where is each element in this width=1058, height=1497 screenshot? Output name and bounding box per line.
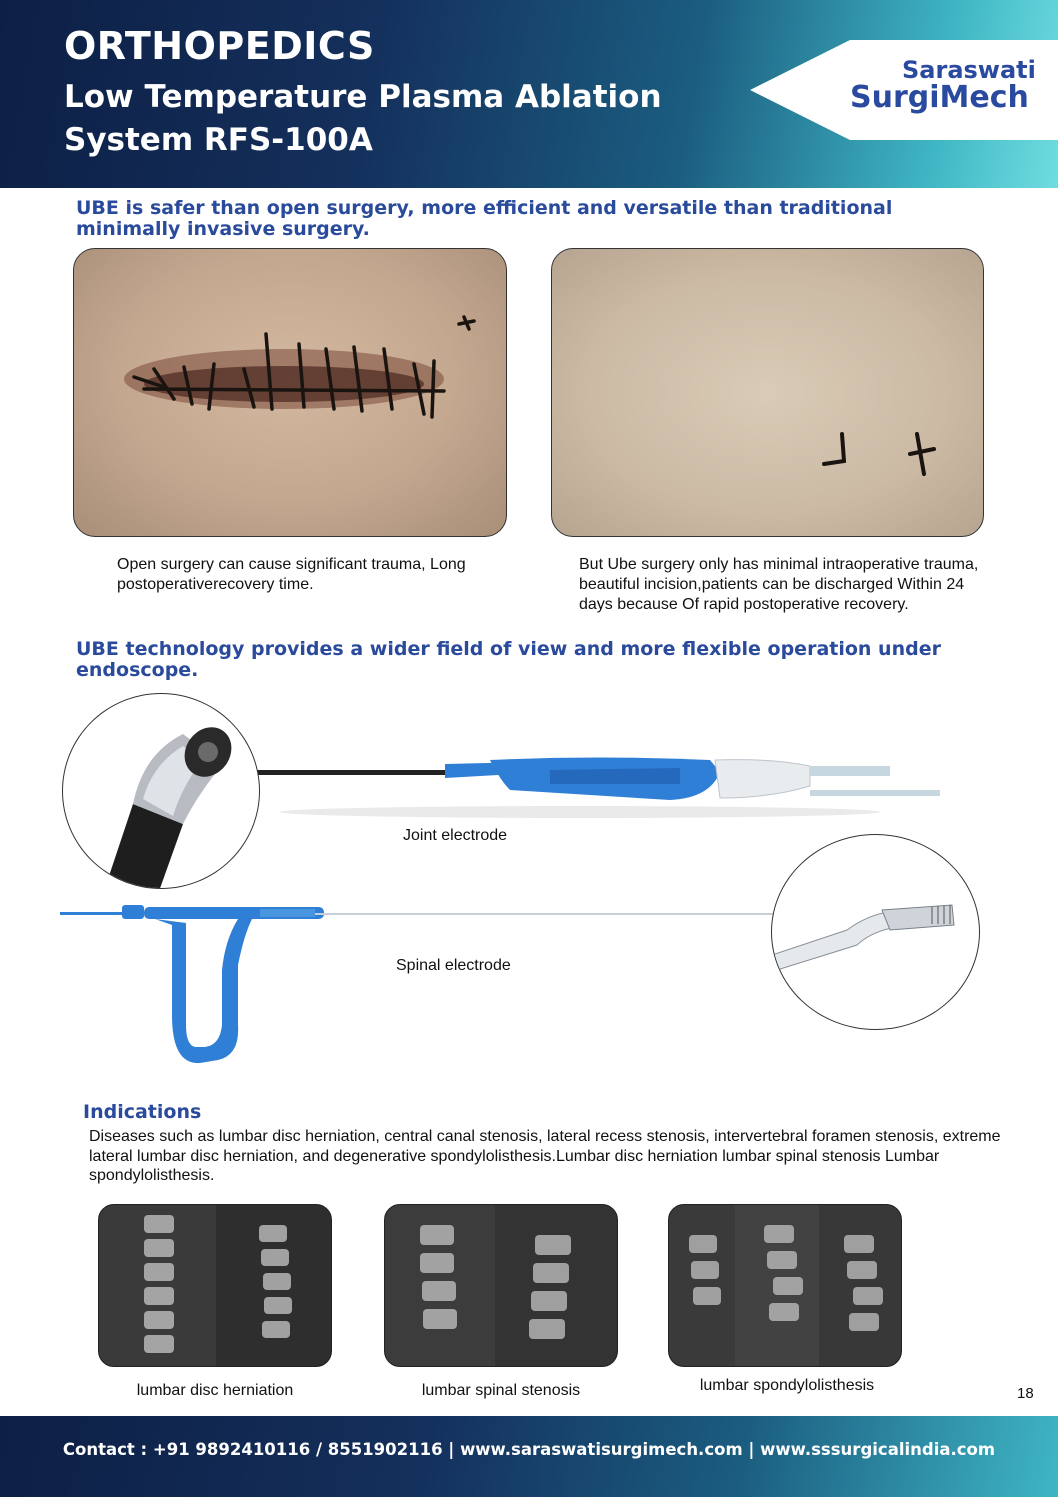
xray-lumbar-disc-herniation	[98, 1204, 332, 1367]
indications-text: Diseases such as lumbar disc herniation, central canal stenosis, lateral recess stenosis, intervertebral foramen stenosis, extreme lateral lumbar disc herniation, and degenerative spondylolisthesis.Lumbar disc herniation lumbar spinal stenosis Lumbar spondylolisthesis.	[89, 1128, 1001, 1184]
xray-label-2: lumbar spinal stenosis	[421, 1382, 581, 1399]
caption-ube-surgery: But Ube surgery only has minimal intraoperative trauma, beautiful incision,patients can be discharged Within 24 days because Of rapid postoperative recovery.	[579, 556, 979, 613]
logo-line2: SurgiMech	[850, 80, 1029, 115]
xray-label-3: lumbar spondylolisthesis	[699, 1377, 875, 1394]
spinal-electrode-label: Spinal electrode	[396, 957, 511, 974]
page-footer	[0, 1416, 1058, 1497]
section1-heading: UBE is safer than open surgery, more efficient and versatile than traditional minimally invasive surgery.	[76, 197, 893, 240]
logo-line1: Saraswati	[902, 56, 1036, 84]
joint-electrode-detail-circle	[62, 693, 260, 889]
page-header	[0, 0, 1058, 188]
indications-title: Indications	[83, 1101, 202, 1123]
xray-label-1: lumbar disc herniation	[136, 1382, 294, 1399]
spinal-electrode-detail-circle	[771, 834, 980, 1030]
section2-heading: UBE technology provides a wider field of view and more flexible operation under endoscope.	[76, 638, 941, 681]
page-number: 18	[1017, 1385, 1034, 1402]
joint-electrode-label: Joint electrode	[403, 827, 508, 844]
page-subtitle: Low Temperature Plasma Ablation System RFS-100A	[64, 79, 662, 158]
footer-contact: Contact : +91 9892410116 / 8551902116 | www.saraswatisurgimech.com | www.sssurgicalindia.com	[62, 1440, 996, 1459]
xray-lumbar-spondylolisthesis	[668, 1204, 902, 1367]
caption-open-surgery: Open surgery can cause significant trauma, Long postoperativerecovery time.	[117, 556, 466, 593]
xray-lumbar-spinal-stenosis	[384, 1204, 618, 1367]
page-title: ORTHOPEDICS	[64, 24, 375, 68]
ube-surgery-photo	[551, 248, 984, 537]
company-logo	[850, 56, 1050, 115]
spinal-electrode-image	[60, 895, 780, 1070]
open-surgery-photo	[73, 248, 507, 537]
joint-electrode-image	[250, 740, 950, 820]
